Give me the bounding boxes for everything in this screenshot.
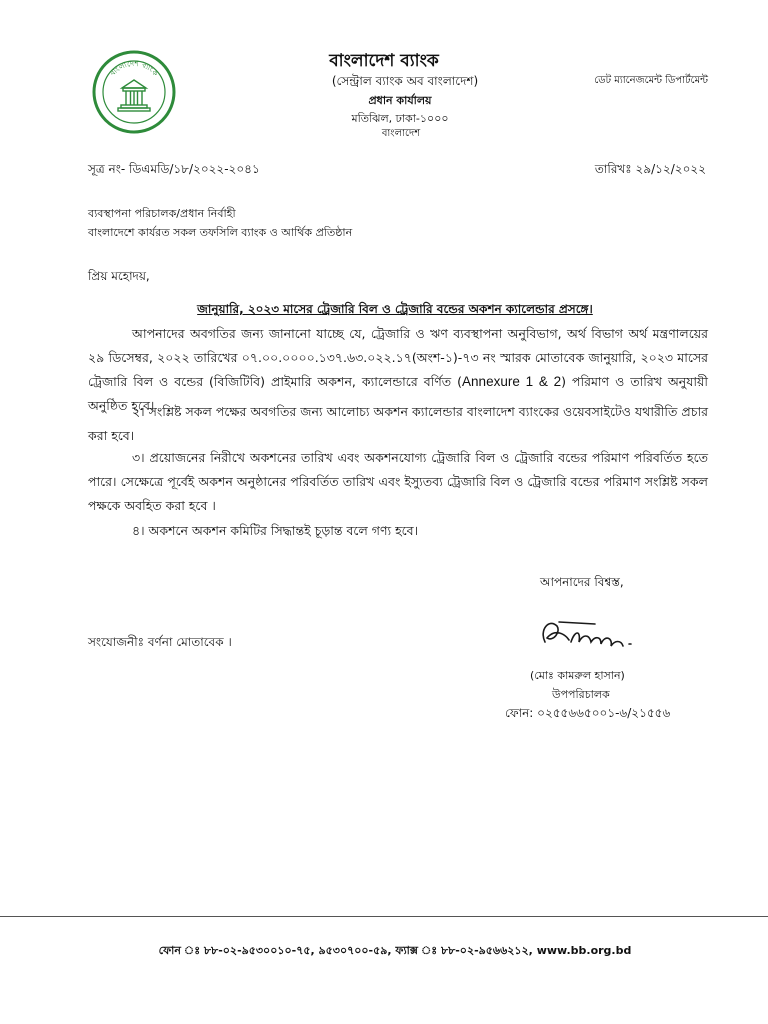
- paragraph-1-text-end: ) পরিমাণ ও তারিখ অনুযায়ী অনুষ্ঠিত হবে।: [88, 374, 708, 413]
- signatory-name: (মোঃ কামরুল হাসান): [530, 669, 625, 682]
- svg-text:বাংলাদেশ ব্যাংক: বাংলাদেশ ব্যাংক: [108, 58, 161, 78]
- office-country: বাংলাদেশ: [381, 128, 421, 139]
- footer-divider: [0, 916, 768, 917]
- paragraph-1-text: আপনাদের অবগতির জন্য জানানো যাচ্ছে যে, ট্রেজারি ও ঋণ ব্যবস্থাপনা অনুবিভাগ, অর্থ বিভাগ অর্থ মন্ত্রণালয়ের ২৯ ডিসেম্বর, ২০২২ তারিখের ০৭.০০.০০০০.১৩৭.৬৩.০২২.১৭(অংশ-১)-৭৩ নং স্মারক মোতাবেক জানুয়ারি, ২০২৩ মাসের ট্রেজারি বিল ও বন্ডের (বিজিটিবি) প্রাইমারি অকশন, ক্যালেন্ডারে বর্ণিত (: [88, 326, 708, 389]
- bank-name-english: (সেন্ট্রাল ব্যাংক অব বাংলাদেশ): [331, 74, 479, 88]
- footer-contact: ফোন ঃ ৮৮-০২-৯৫৩০০১০-৭৫, ৯৫৩০৭০০-৫৯, ফ্যাক্স ঃ ৮৮-০২-৯৫৬৬২১২, www.bb.org.bd: [158, 944, 632, 957]
- signatory-phone: ফোন: ০২৫৫৬৬৫০০১-৬/২১৫৫৬: [505, 706, 671, 720]
- office-address: মতিঝিল, ঢাকা-১০০০: [351, 112, 449, 125]
- salutation: প্রিয় মহোদয়,: [88, 269, 150, 283]
- handwritten-signature: [535, 612, 645, 656]
- letter-subject: জানুয়ারি, ২০২৩ মাসের ট্রেজারি বিল ও ট্রেজারি বন্ডের অকশন ক্যালেন্ডার প্রসঙ্গে।: [197, 302, 593, 316]
- body-paragraph-2: ২। সংশ্লিষ্ট সকল পক্ষের অবগতির জন্য আলোচ্য অকশন ক্যালেন্ডার বাংলাদেশ ব্যাংকের ওয়েবসাইটেও যথারীতি প্রচার করা হবে।: [88, 404, 708, 443]
- annexure-reference: Annexure 1 & 2: [462, 374, 562, 389]
- body-paragraph-4: ৪। অকশনে অকশন কমিটির সিদ্ধান্তই চূড়ান্ত বলে গণ্য হবে।: [132, 523, 419, 538]
- enclosure-note: সংযোজনীঃ বর্ণনা মোতাবেক ।: [88, 635, 232, 649]
- memo-date: তারিখঃ ২৯/১২/২০২২: [594, 162, 706, 176]
- recipient-line-2: বাংলাদেশে কার্যরত সকল তফসিলি ব্যাংক ও আর্থিক প্রতিষ্ঠান: [88, 226, 353, 239]
- closing-phrase: আপনাদের বিশ্বস্ত,: [540, 575, 624, 589]
- office-name: প্রধান কার্যালয়: [368, 94, 432, 107]
- department-name: ডেট ম্যানেজমেন্ট ডিপার্টমেন্ট: [594, 75, 708, 86]
- signatory-title: উপপরিচালক: [552, 688, 610, 701]
- body-paragraph-3: ৩। প্রয়োজনের নিরীখে অকশনের তারিখ এবং অকশনযোগ্য ট্রেজারি বিল ও ট্রেজারি বন্ডের পরিমাণ পরিবর্তিত হতে পারে। সেক্ষেত্রে পূর্বেই অকশন অনুষ্ঠানের পরিবর্তিত তারিখ এবং ইস্যুতব্য ট্রেজারি বিল ও ট্রেজারি বন্ডের পরিমাণ সংশ্লিষ্ট সকল পক্ষকে অবহিত করা হবে ।: [88, 450, 708, 513]
- memo-reference: সূত্র নং- ডিএমডি/১৮/২০২২-২০৪১: [88, 162, 260, 176]
- bank-name: বাংলাদেশ ব্যাংক: [329, 51, 439, 71]
- recipient-line-1: ব্যবস্থাপনা পরিচালক/প্রধান নির্বাহী: [88, 207, 236, 220]
